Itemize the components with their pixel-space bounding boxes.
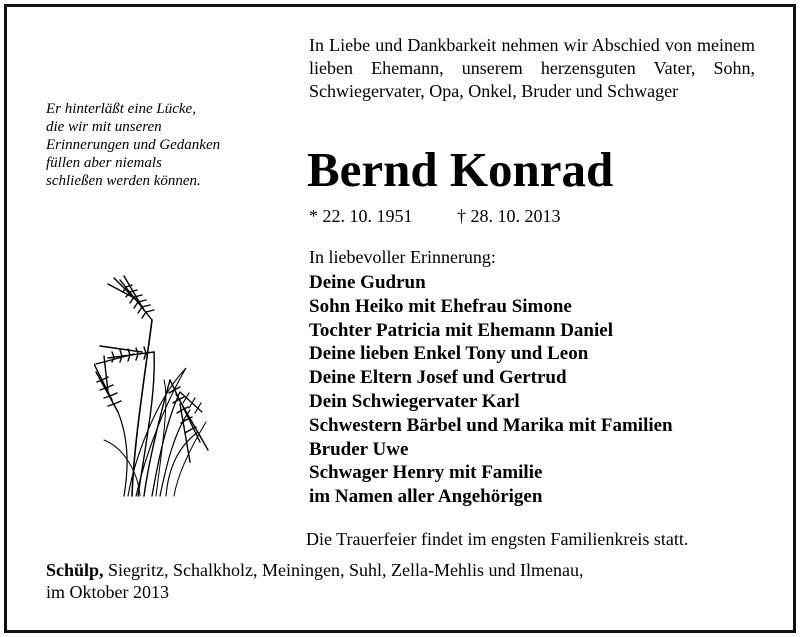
- mourners-list: [309, 271, 673, 509]
- places-line: [46, 559, 583, 581]
- mourner-line: Sohn Heiko mit Ehefrau Simone: [309, 295, 572, 317]
- mourner-line: Schwager Henry mit Familie: [309, 462, 543, 484]
- wheat-ears-icon: [94, 272, 214, 500]
- funeral-note: Die Trauerfeier findet im engsten Familienkreis statt.: [306, 529, 689, 549]
- poem-line: Erinnerungen und Gedanken: [46, 137, 221, 153]
- mourner-line: Schwestern Bärbel und Marika mit Familien: [309, 414, 673, 436]
- poem-line: Er hinterläßt eine Lücke,: [46, 101, 196, 117]
- intro-text: In Liebe und Dankbarkeit nehmen wir Abschied von meinem lieben Ehemann, unserem herzensguten Vater, Sohn, Schwiegervater, Opa, Onkel, Bruder und Schwager: [309, 35, 755, 101]
- places-rest: Siegritz, Schalkholz, Meiningen, Suhl, Zella-Mehlis und Ilmenau,: [103, 560, 584, 580]
- deceased-name: Bernd Konrad: [307, 142, 614, 197]
- poem-line: füllen aber niemals: [46, 155, 162, 171]
- birth-date: * 22. 10. 1951: [309, 206, 413, 226]
- poem-line: schließen werden können.: [46, 173, 201, 189]
- mourner-line: Tochter Patricia mit Ehemann Daniel: [309, 319, 613, 341]
- mourner-line: Dein Schwiegervater Karl: [309, 390, 520, 412]
- death-date: † 28. 10. 2013: [457, 206, 561, 226]
- life-dates: [309, 205, 561, 227]
- places-town: Schülp,: [46, 560, 104, 580]
- mourner-line: Deine Gudrun: [309, 272, 426, 293]
- poem-line: die wir mit unseren: [46, 119, 162, 135]
- memory-line: In liebevoller Erinnerung:: [309, 247, 496, 267]
- mourner-line: Deine lieben Enkel Tony und Leon: [309, 343, 589, 365]
- mourner-line: im Namen aller Angehörigen: [309, 486, 543, 508]
- places-date: im Oktober 2013: [46, 582, 169, 602]
- poem: [46, 100, 276, 190]
- mourner-line: Deine Eltern Josef und Gertrud: [309, 367, 567, 389]
- places-footer: [46, 559, 583, 603]
- mourner-line: Bruder Uwe: [309, 438, 409, 460]
